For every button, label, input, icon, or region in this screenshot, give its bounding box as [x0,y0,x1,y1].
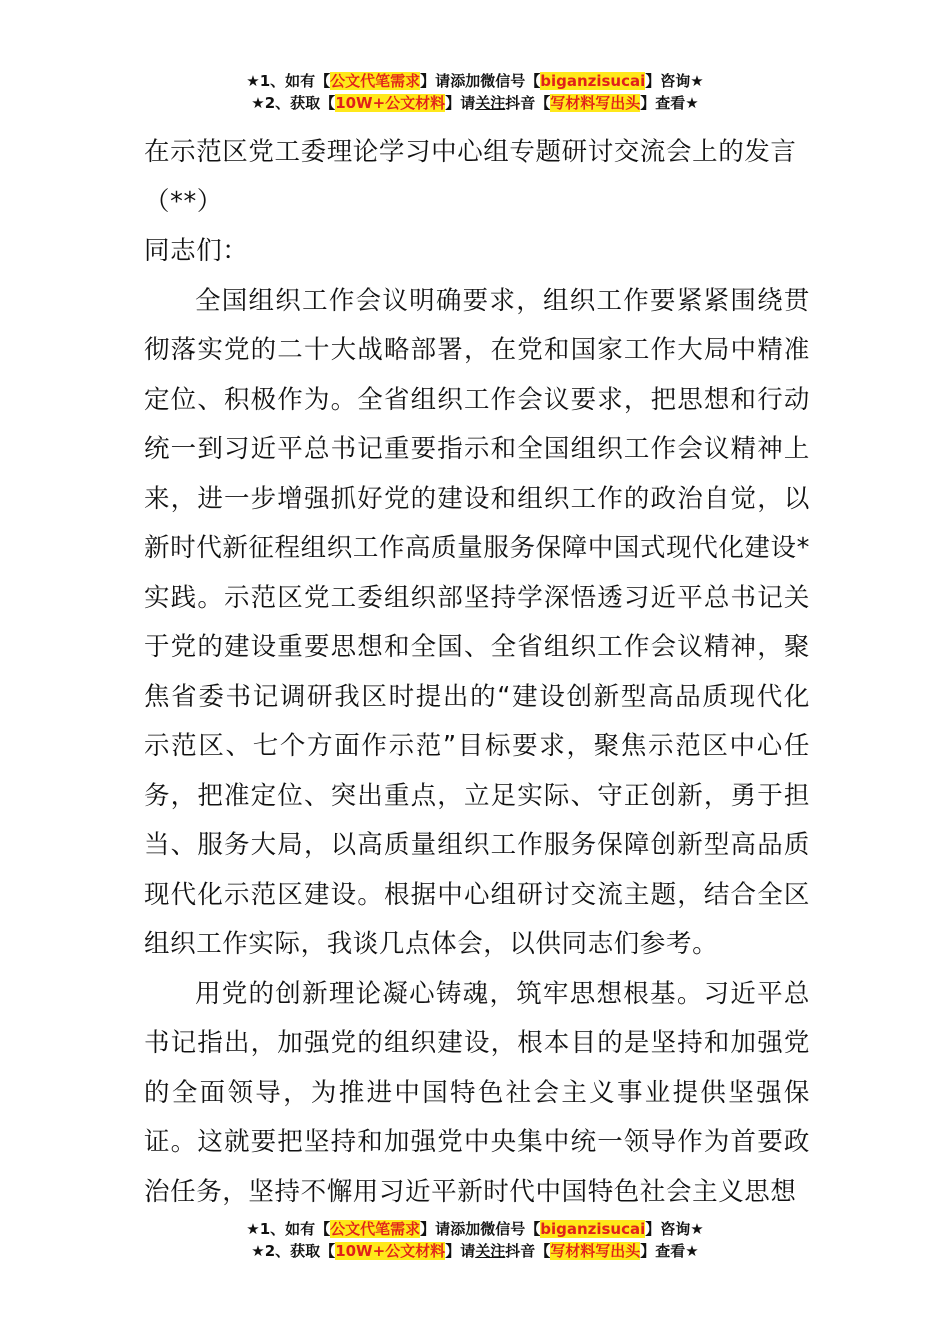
promo-emphasis: 关注 [475,1242,506,1260]
promo-line-2 [0,1240,950,1262]
promo-text: 微信号【 [480,72,541,90]
promo-text: ★2、获取【 [251,1242,336,1260]
header-promo-banner [0,70,950,114]
promo-text: 】请 [420,1220,451,1238]
document-subtitle: （**） [144,186,223,217]
promo-text: ★1、如有【 [246,1220,331,1238]
footer-promo-banner [0,1218,950,1262]
salutation: 同志们： [144,236,249,266]
promo-text: 微信号【 [480,1220,541,1238]
paragraph-2: 用党的创新理论凝心铸魂，筑牢思想根基。习近平总书记指出，加强党的组织建设，根本目的是坚持和加强党的全面领导，为推进中国特色社会主义事业提供坚强保证。这就要把坚持和加强党中央集中统一领导作为首要政治任务，坚持不懈用习近平新时代中国特色社会主义思想 [144,978,810,1207]
promo-douyin-name: 写材料写出头 [550,1242,641,1260]
promo-highlight: 公文代笔需求 [330,72,421,90]
promo-wechat-id: biganzisucai [540,1220,646,1238]
document-title: 在示范区党工委理论学习中心组专题研讨交流会上的发言 [144,137,797,167]
document-body [144,128,810,1217]
promo-text: 】咨询★ [645,72,704,90]
promo-emphasis: 关注 [475,94,506,112]
promo-text: 】咨询★ [645,1220,704,1238]
promo-text: 抖音【 [505,1242,551,1260]
promo-text: 】请 [445,1242,476,1260]
promo-line-1 [0,1218,950,1240]
promo-text: 抖音【 [505,94,551,112]
promo-line-1 [0,70,950,92]
promo-line-2 [0,92,950,114]
promo-emphasis: 添加 [450,1220,481,1238]
promo-wechat-id: biganzisucai [540,72,646,90]
promo-text: 】查看★ [640,94,699,112]
promo-text: ★1、如有【 [246,72,331,90]
promo-text: ★2、获取【 [251,94,336,112]
promo-douyin-name: 写材料写出头 [550,94,641,112]
promo-emphasis: 添加 [450,72,481,90]
promo-text: 】请 [420,72,451,90]
promo-text: 】请 [445,94,476,112]
promo-highlight: 公文代笔需求 [330,1220,421,1238]
promo-highlight: 10W+公文材料 [335,94,446,112]
promo-text: 】查看★ [640,1242,699,1260]
promo-highlight: 10W+公文材料 [335,1242,446,1260]
paragraph-1: 全国组织工作会议明确要求，组织工作要紧紧围绕贯彻落实党的二十大战略部署，在党和国家工作大局中精准定位、积极作为。全省组织工作会议要求，把思想和行动统一到习近平总书记重要指示和全国组织工作会议精神上来，进一步增强抓好党的建设和组织工作的政治自觉，以新时代新征程组织工作高质量服务保障中国式现代化建设*实践。示范区党工委组织部坚持学深悟透习近平总书记关于党的建设重要思想和全国、全省组织工作会议精神，聚焦省委书记调研我区时提出的“建设创新型高品质现代化示范区、七个方面作示范”目标要求，聚焦示范区中心任务，把准定位、突出重点，立足实际、守正创新，勇于担当、服务大局，以高质量组织工作服务保障创新型高品质现代化示范区建设。根据中心组研讨交流主题，结合全区组织工作实际，我谈几点体会，以供同志们参考。 [144,285,810,959]
